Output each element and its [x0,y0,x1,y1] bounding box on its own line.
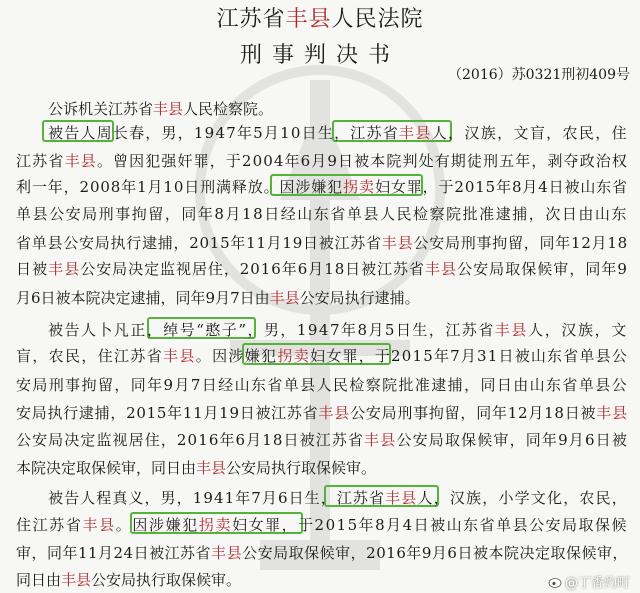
text-segment: 。因涉嫌犯 [115,516,199,534]
judgment-line [0,566,640,592]
text-segment: 公安局执行取保候审。 [91,571,242,589]
case-number: （2016）苏0321刑初409号 [448,67,630,83]
text-segment: 利一年，2008年1月10日刑满释放。因涉嫌犯 [16,178,344,196]
weibo-icon [548,575,562,589]
text-segment: 单县公安局刑事拘留，同年8月18日经山东省单县人民检察院批准逮捕，次日由山东 [16,205,628,223]
highlighted-term: 丰县 [364,431,397,449]
text-segment: 省单县公安局执行逮捕，2015年11月19日被江苏省 [16,234,382,252]
text-segment: 被告人程真义，男，1941年7月6日生，江苏省 [48,489,386,507]
weibo-watermark [548,572,630,591]
judgment-line [0,399,640,425]
highlighted-term: 拐卖 [277,347,311,365]
text-segment: 人，汉族，小学文化，农民， [417,489,628,507]
text-segment: 人，汉族，文盲，农民，住 [431,124,628,142]
judgment-line [0,95,640,121]
highlighted-term: 丰县 [153,100,184,118]
judgment-line [0,229,640,255]
judgment-line [0,147,640,173]
text-segment: 妇女罪，于2015年8月4日被山东省 [375,178,628,196]
court-title [0,2,640,33]
highlighted-term: 丰县 [494,321,529,339]
judgment-line [0,539,640,565]
highlighted-term: 丰县 [424,260,458,278]
highlighted-term: 拐卖 [343,178,376,196]
judgment-line [0,173,640,199]
text-segment: 公诉机关江苏省 [48,100,154,118]
highlighted-term: 丰县 [318,404,351,422]
text-segment: 同日由 [16,571,62,589]
text-segment: 妇女罪，于2015年8月4日被山东省单县公安局取保候 [232,516,628,534]
highlighted-term: 丰县 [385,489,418,507]
text-segment: 公安局执行取保候审。 [226,459,377,477]
text-segment: 公安局刑事拘留，同年12月18日被 [350,404,597,422]
text-segment: 住江苏省 [16,516,83,534]
text-segment: 安局刑事拘留，同年9月7日经山东省单县人民检察院批准逮捕，同日由山东省单县公 [16,376,628,394]
text-segment: 被告人卜凡正，绰号“憨子”，男，1947年8月5日生，江苏省 [48,321,495,339]
highlighted-term: 丰县 [163,347,196,365]
document-type: 刑事判决书 [239,43,400,68]
text-segment: 公安局取保候审，2016年9月6日被本院决定取保候审， [242,544,628,562]
text-segment: 安局执行逮捕，2015年11月19日被江苏省 [16,404,319,422]
judgment-line [0,255,640,281]
judgment-line [0,342,640,368]
judgment-line [0,284,640,310]
highlighted-term: 丰县 [82,516,116,534]
highlighted-term: 丰县 [61,571,92,589]
judgment-line [0,200,640,226]
text-segment: 公安局取保候审，同年9月6日被 [396,431,628,449]
text-segment: 公安局刑事拘留，同年12月18 [413,234,628,252]
judgment-line [0,119,640,145]
court-title-prefix: 江苏省 [216,7,286,32]
text-segment: 人，汉族，文 [528,321,628,339]
highlighted-term: 丰县 [596,404,628,422]
text-segment: 盲，农民，住江苏省 [16,347,164,365]
highlighted-term: 丰县 [48,260,81,278]
text-segment: 本院决定取保候审，同日由 [16,459,197,477]
text-segment: 妇女罪，于2015年7月31日被山东省单县公 [310,347,628,365]
text-segment: 公安局决定监视居住，2016年6月18日被江苏省 [16,431,365,449]
highlighted-term: 丰县 [64,152,97,170]
text-segment: 公安局决定监视居住，2016年6月18日被江苏省 [80,260,425,278]
text-segment: 。因涉嫌犯 [195,347,278,365]
court-title-suffix: 人民法院 [331,7,424,32]
text-segment: 日被 [16,260,49,278]
text-segment: 公安局执行逮捕。 [299,289,420,307]
watermark-text: @丁香灼町 [564,576,630,591]
text-segment: 江苏省 [16,152,65,170]
judgment-line [0,454,640,480]
text-segment: 审，同年11月24日被江苏省 [16,544,212,562]
highlighted-term: 丰县 [196,459,227,477]
judgment-line [0,316,640,342]
highlighted-term: 丰县 [381,234,414,252]
text-segment: 公安局取保候审，同年9 [457,260,628,278]
judgment-line [0,511,640,537]
text-segment: 被告人周长春，男，1947年5月10日生，江苏省 [48,124,399,142]
judgment-line [0,484,640,510]
highlighted-term: 丰县 [269,289,300,307]
highlighted-term: 拐卖 [198,516,233,534]
text-segment: 月6日被本院决定逮捕，同年9月7日由 [16,289,270,307]
text-segment: 人民检察院。 [183,100,274,118]
text-segment: 。曾因犯强奸罪，于2004年6月9日被本院判处有期徒刑五年，剥夺政治权 [96,152,628,170]
highlighted-term: 丰县 [211,544,243,562]
court-title-county: 丰县 [285,7,332,32]
judgment-line [0,371,640,397]
judgment-line [0,426,640,452]
highlighted-term: 丰县 [398,124,432,142]
